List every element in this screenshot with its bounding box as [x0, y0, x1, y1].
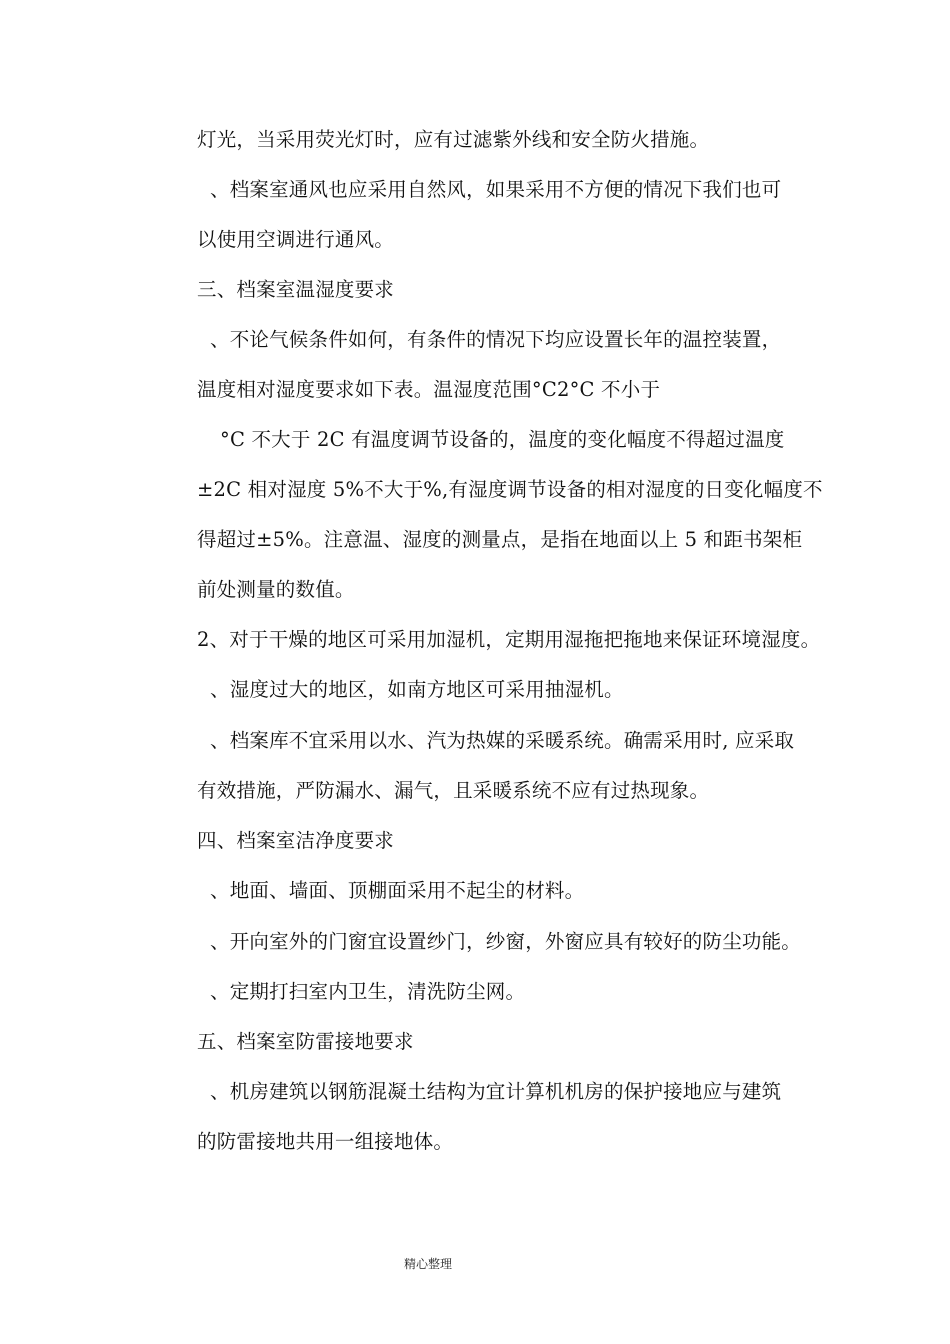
page-footer: 精心整理 [404, 1257, 453, 1271]
text-line: 灯光，当采用荧光灯时，应有过滤紫外线和安全防火措施。 [197, 128, 710, 151]
text-line: 、开向室外的门窗宜设置纱门，纱窗，外窗应具有较好的防尘功能。 [210, 930, 802, 953]
text-line: 有效措施，严防漏水、漏气，且采暖系统不应有过热现象。 [197, 779, 710, 802]
text-line: 得超过±5%。注意温、湿度的测量点，是指在地面以上 5 和距书架柜 [197, 528, 803, 551]
text-line: 前处测量的数值。 [197, 578, 355, 601]
text-line: 以使用空调进行通风。 [197, 228, 395, 251]
text-line: 温度相对湿度要求如下表。温湿度范围°C2°C 不小于 [197, 378, 661, 401]
text-line: 、定期打扫室内卫生，清洗防尘网。 [210, 980, 526, 1003]
text-line: 2、对于干燥的地区可采用加湿机，定期用湿拖把拖地来保证环境湿度。 [197, 628, 821, 651]
text-line: 、机房建筑以钢筋混凝土结构为宜计算机机房的保护接地应与建筑 [210, 1080, 782, 1103]
text-line: 、档案库不宜采用以水、汽为热媒的采暖系统。确需采用时, 应采取 [210, 729, 795, 752]
section-heading: 三、档案室温湿度要求 [197, 278, 395, 301]
section-heading: 四、档案室洁净度要求 [197, 829, 395, 852]
text-line: 、地面、墙面、顶棚面采用不起尘的材料。 [210, 879, 585, 902]
text-line: 、档案室通风也应采用自然风，如果采用不方便的情况下我们也可 [210, 178, 782, 201]
section-heading: 五、档案室防雷接地要求 [197, 1030, 414, 1053]
text-line: °C 不大于 2C 有温度调节设备的，温度的变化幅度不得超过温度 [220, 428, 785, 451]
text-line: 的防雷接地共用一组接地体。 [197, 1130, 454, 1153]
text-line: 、湿度过大的地区，如南方地区可采用抽湿机。 [210, 678, 624, 701]
text-line: 、不论气候条件如何，有条件的情况下均应设置长年的温控装置， [210, 328, 782, 351]
text-line: ±2C 相对湿度 5%不大于%,有湿度调节设备的相对湿度的日变化幅度不 [197, 478, 823, 501]
